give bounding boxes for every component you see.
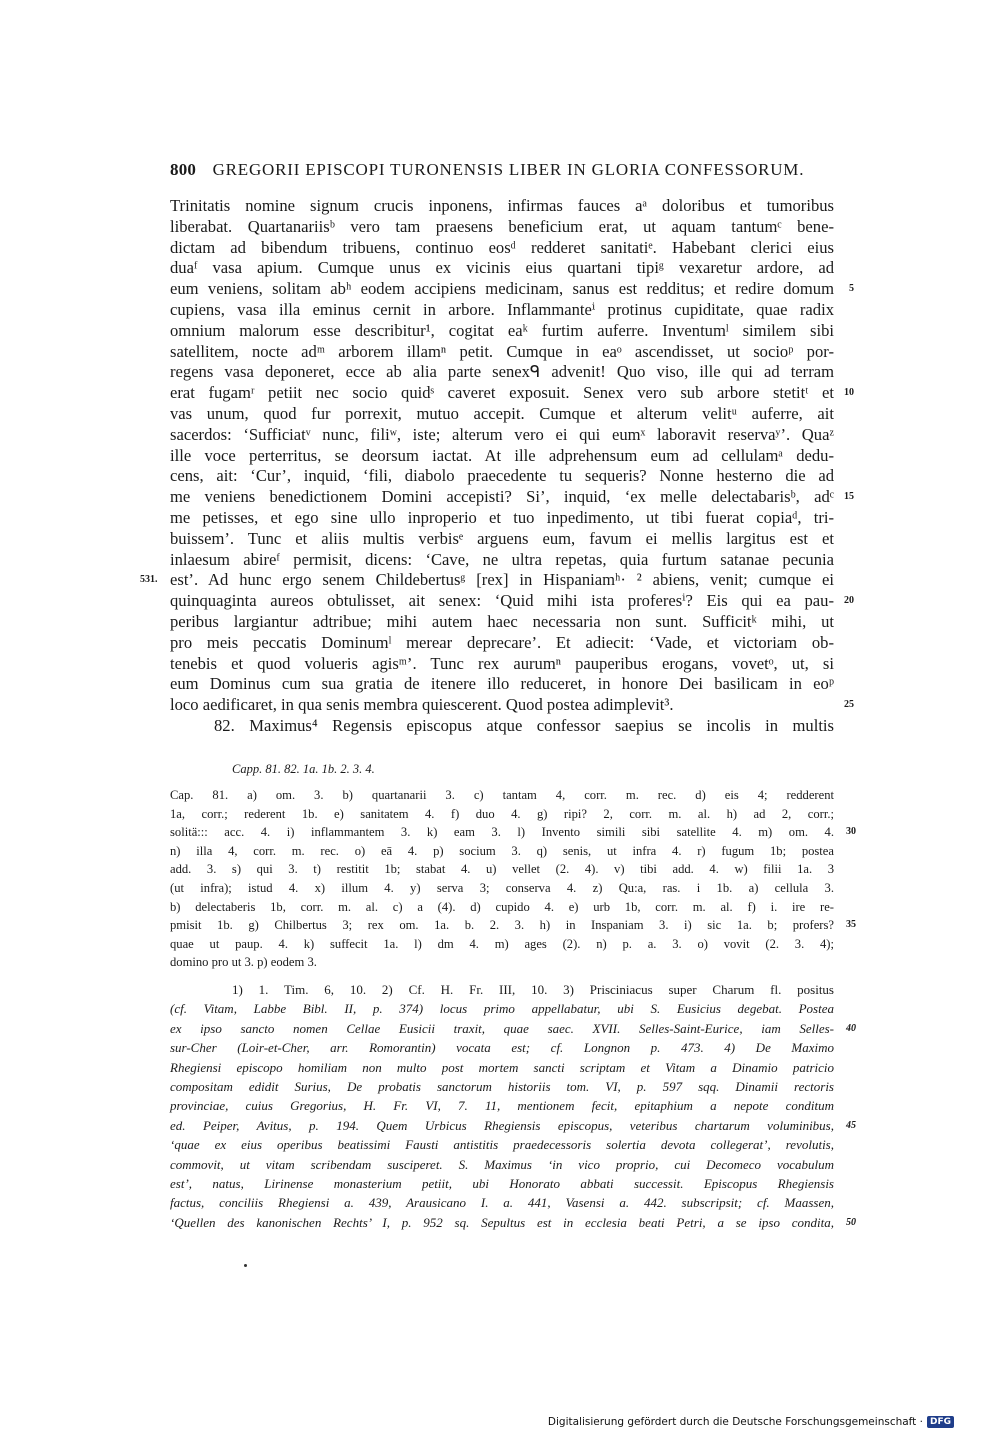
text-line-text: sacerdos: ‘Sufficiatᵛ nunc, filiʷ, iste; alterum vero ei qui eumˣ laboravit reservaʸ’. Quaᶻ	[170, 424, 834, 444]
running-title: GREGORII EPISCOPI TURONENSIS LIBER IN GLORIA CONFESSORUM.	[212, 160, 805, 179]
text-line	[170, 654, 834, 675]
footnote-line-text: Rhegiensi episcopo homiliam non multo post mortem sancti scriptam et Vitam a Dinamio patricio	[170, 1059, 834, 1075]
text-line-text: quinquaginta aureos obtulisset, ait senex: ‘Quid mihi ista proferesⁱ? Eis qui ea pau-	[170, 591, 834, 611]
footnote-line-text: (cf. Vitam, Labbe Bibl. II, p. 374) locus primo appellabatur, ubi S. Eusicius degebat. Postea	[170, 1001, 834, 1017]
footnote-line	[170, 1174, 834, 1193]
text-line-text: duaᶠ vasa apium. Cumque unus ex vicinis eius quartani tipiᵍ vexaretur ardore, ad	[170, 258, 834, 278]
text-line	[170, 633, 834, 654]
text-line	[170, 321, 834, 342]
text-line-text: 82. Maximus⁴ Regensis episcopus atque confessor saepius se incolis in multis	[214, 715, 834, 735]
page-number: 800	[170, 160, 197, 179]
line-number: 35	[846, 919, 856, 931]
line-number: 10	[844, 387, 854, 399]
text-line-text: buissem’. Tunc et aliis multis verbisᵉ arguens eum, favum ei mellis largitus est et	[170, 528, 834, 548]
apparatus-line-text: (ut infra); istud 4. x) illum 4. y) serva 3; conserva 4. z) Qu:a, ras. i 1b. a) cellula 3.	[170, 880, 834, 895]
text-line-text: inlaesum abireᶠ permisit, dicens: ‘Cave, ne ultra repetas, quia furtum satanae pecunia	[170, 549, 834, 569]
apparatus-line	[170, 953, 834, 972]
text-line-text: ille voce perterritus, se deorsum iactat. At ille adprehensum eum ad cellulamᵃ dedu-	[170, 445, 834, 465]
text-line	[170, 508, 834, 529]
footnote-line-text: est’, natus, Lirinense monasterium petiit, ubi Honorato abbati successit. Episcopus Rhegiensis	[170, 1175, 834, 1191]
line-number: 5	[849, 283, 854, 295]
footnote-line	[170, 1155, 834, 1174]
text-line	[170, 446, 834, 467]
footnote-line-text: provinciae, cuius Gregorius, H. Fr. VI, 7. 11, mentionem fecit, epitaphium a nepote conditum	[170, 1098, 834, 1114]
text-line	[170, 674, 834, 695]
apparatus-line-text: Cap. 81. a) om. 3. b) quartanarii 3. c) tantam 4, corr. m. rec. d) eis 4; redderent	[170, 788, 834, 802]
text-line	[170, 425, 834, 446]
text-line	[170, 612, 834, 633]
apparatus-line	[170, 879, 834, 898]
text-line-text: liberabat. Quartanariisᵇ vero tam praesens beneficium erat, ut aquam tantumᶜ bene-	[170, 216, 834, 236]
text-line-text: loco aedificaret, in qua senis membra quiescerent. Quod postea adimplevit³.	[170, 695, 674, 715]
text-line	[170, 279, 854, 300]
footnote-line	[170, 1213, 856, 1232]
footnote-line-text: ‘quae ex eius operibus beatissimi Fausti antistitis praedecessoris solertia devota collegerat’, revolutis,	[170, 1137, 834, 1153]
footnote-line	[170, 999, 834, 1018]
text-line	[170, 383, 854, 404]
line-number: 20	[844, 595, 854, 607]
text-line	[170, 716, 834, 737]
text-line	[170, 404, 834, 425]
footnote-line	[170, 1193, 834, 1212]
text-line-text: me petisses, et ego sine ullo inproperio et tuo inpedimento, ut tibi fuerat copiaᵈ, tri-	[170, 507, 834, 527]
footnote-line-text: ‘Quellen des kanonischen Rechts’ I, p. 952 sq. Sepultus est in ecclesia beati Petri, a se ipso condita,	[170, 1214, 834, 1230]
text-line	[170, 466, 834, 487]
text-line	[170, 487, 854, 508]
apparatus-line	[170, 823, 856, 842]
line-number: 40	[846, 1022, 856, 1034]
apparatus-line	[170, 935, 834, 954]
critical-apparatus	[170, 786, 856, 972]
text-line-text: satellitem, nocte adᵐ arborem illamⁿ petit. Cumque in eaᵒ ascendisset, ut socioᵖ por-	[170, 341, 834, 361]
main-text	[140, 196, 854, 737]
apparatus-line	[170, 916, 856, 935]
footnote-line-text: ex ipso sancto nomen Cellae Eusicii traxit, quae saec. XVII. Selles-Saint-Eurice, iam Selles-	[170, 1020, 834, 1036]
text-line-text: Trinitatis nomine signum crucis inponens, infirmas fauces aᵃ doloribus et tumoribus	[170, 196, 834, 215]
apparatus-line-text: add. 3. s) qui 3. t) restitit 1b; stabat 4. u) vellet (2. 4). v) tibi add. 4. w) filii 1a. 3	[170, 862, 834, 877]
text-line	[140, 570, 834, 591]
apparatus-line-text: pmisit 1b. g) Chilbertus 3; rex om. 1a. b. 2. 3. h) in Inspaniam 3. i) sic 1a. b; profers?	[170, 918, 834, 933]
apparatus-line	[170, 898, 834, 917]
apparatus-line-text: quae ut paup. 4. k) suffecit 1a. l) dm 4. m) ages (2). n) p. a. 3. o) vovit (2. 3. 4);	[170, 936, 834, 951]
text-line	[170, 238, 834, 259]
text-line-text: cens, ait: ‘Cur’, inquid, ‘fili, diabolo praecedente tu sequeris? Nonne hesterno die ad	[170, 466, 834, 486]
text-line	[170, 529, 834, 550]
footnote-line-text: factus, conciliis Rhegiensi a. 439, Arausicano I. a. 441, Vasensi a. 442. subscripsit; cf. Maassen,	[170, 1195, 834, 1211]
text-line	[170, 342, 834, 363]
text-line-text: omnium malorum esse describitur¹, cogitat eaᵏ furtim auferre. Inventumˡ similem sibi	[170, 320, 834, 340]
apparatus-line	[170, 805, 834, 824]
dfg-logo: DFG	[927, 1416, 954, 1428]
footnote-line	[170, 1116, 856, 1135]
footnote-line-text: commovit, ut vitam scribendam susciperet. S. Maximus ‘in vico proprio, cui Decomeco vocabulum	[170, 1156, 834, 1172]
apparatus-line	[170, 842, 834, 861]
digitization-credit	[548, 1416, 954, 1428]
footnote-line	[170, 980, 834, 999]
text-line-text: regens vasa deponeret, ecce ab alia parte senexᑫ advenit! Quo viso, ille qui ad terram	[170, 362, 834, 382]
line-number: 25	[844, 699, 854, 711]
text-line-text: eum veniens, solitam abʰ eodem accipiens medicinam, sanus est redditus; et redire domum	[170, 279, 834, 299]
text-line-text: cupiens, vasa illa eminus cernit in arbore. Inflammanteⁱ protinus cupiditate, quae radix	[170, 299, 834, 319]
footnote-line	[170, 1135, 834, 1154]
margin-year: 531.	[140, 574, 158, 586]
running-header	[170, 160, 840, 180]
footnote-line	[170, 1058, 834, 1077]
stray-dot	[244, 1264, 247, 1267]
text-line	[170, 258, 834, 279]
text-line-text: dictam ad bibendum tribuens, continuo eosᵈ redderet sanitatiᵉ. Habebant clerici eius	[170, 237, 834, 257]
text-line-text: peribus largiantur adtribue; mihi autem haec necessaria non sunt. Sufficitᵏ mihi, ut	[170, 611, 834, 631]
text-line-text: erat fugamʳ petiit nec socio quidˢ caveret exposuit. Senex vero sub arbore stetitᵗ et	[170, 383, 834, 403]
apparatus-line-text: solitä::: acc. 4. i) inflammantem 3. k) eam 3. l) Invento simili sibi satellite 4. m) om. 4.	[170, 825, 834, 840]
apparatus-line-text: domino pro ut 3. p) eodem 3.	[170, 955, 317, 970]
text-line	[170, 591, 854, 612]
line-number: 50	[846, 1216, 856, 1228]
apparatus-line	[170, 860, 834, 879]
text-line-text: est’. Ad hunc ergo senem Childebertusᵍ [rex] in Hispaniamʰ· ² abiens, venit; cumque ei	[170, 570, 834, 590]
footnote-line-text: 1) 1. Tim. 6, 10. 2) Cf. H. Fr. III, 10. 3) Prisciniacus super Charum fl. positus	[232, 982, 834, 997]
text-line-text: tenebis et quod volueris agisᵐ’. Tunc rex aurumⁿ pauperibus erogans, vovetᵒ, ut, si	[170, 653, 834, 673]
line-number: 30	[846, 826, 856, 838]
footnote-line	[170, 1096, 834, 1115]
line-number: 45	[846, 1119, 856, 1131]
footnote-line-text: ed. Peiper, Avitus, p. 194. Quem Urbicus Rhegiensis episcopus, veteribus chartarum voluminibus,	[170, 1117, 834, 1133]
text-line-text: me veniens benedictionem Domini accepisti? Si’, inquid, ‘ex melle delectabarisᵇ, adᶜ	[170, 487, 834, 507]
text-line	[170, 550, 834, 571]
footnote-line	[170, 1038, 834, 1057]
footnote-line-text: compositam edidit Surius, De probatis sanctorum historiis tom. VI, p. 597 sqq. Dinamii rectoris	[170, 1078, 834, 1094]
line-number: 15	[844, 491, 854, 503]
footnote-line	[170, 1019, 856, 1038]
capp-line: Capp. 81. 82. 1a. 1b. 2. 3. 4.	[232, 762, 375, 776]
apparatus-line-text: 1a, corr.; rederent 1b. e) sanitatem 4. f) duo 4. g) ripi? 2, corr. m. al. h) ad 2, corr.;	[170, 806, 834, 821]
text-line	[170, 300, 834, 321]
apparatus-line-text: b) delectaberis 1b, corr. m. al. c) a (4). d) cupido 4. e) urb 1b, corr. m. al. f) i. ire re-	[170, 899, 834, 914]
apparatus-line-text: n) illa 4, corr. m. rec. o) eā 4. p) socium 3. q) senis, ut infra 4. r) fugum 1b; postea	[170, 843, 834, 858]
text-line	[170, 362, 834, 383]
footnotes	[170, 980, 856, 1232]
text-line	[170, 695, 854, 716]
apparatus-line	[170, 786, 834, 805]
text-line-text: pro meis peccatis Dominumˡ merear deprecare’. Et adiecit: ‘Vade, et victoriam ob-	[170, 632, 834, 652]
digitization-text: Digitalisierung gefördert durch die Deutsche Forschungsgemeinschaft ·	[547, 1416, 923, 1428]
text-line-text: vas unum, quod fur porrexit, mutuo accepit. Cumque et alterum velitᵘ auferre, ait	[170, 403, 834, 423]
footnote-line-text: sur-Cher (Loir-et-Cher, arr. Romorantin) vocata est; cf. Longnon p. 473. 4) De Maximo	[170, 1040, 834, 1056]
text-line-text: eum Dominus cum sua gratia de itenere illo reduceret, in honore Dei basilicam in eoᵖ	[170, 674, 834, 694]
text-line	[170, 217, 834, 238]
text-line	[170, 196, 834, 217]
footnote-line	[170, 1077, 834, 1096]
